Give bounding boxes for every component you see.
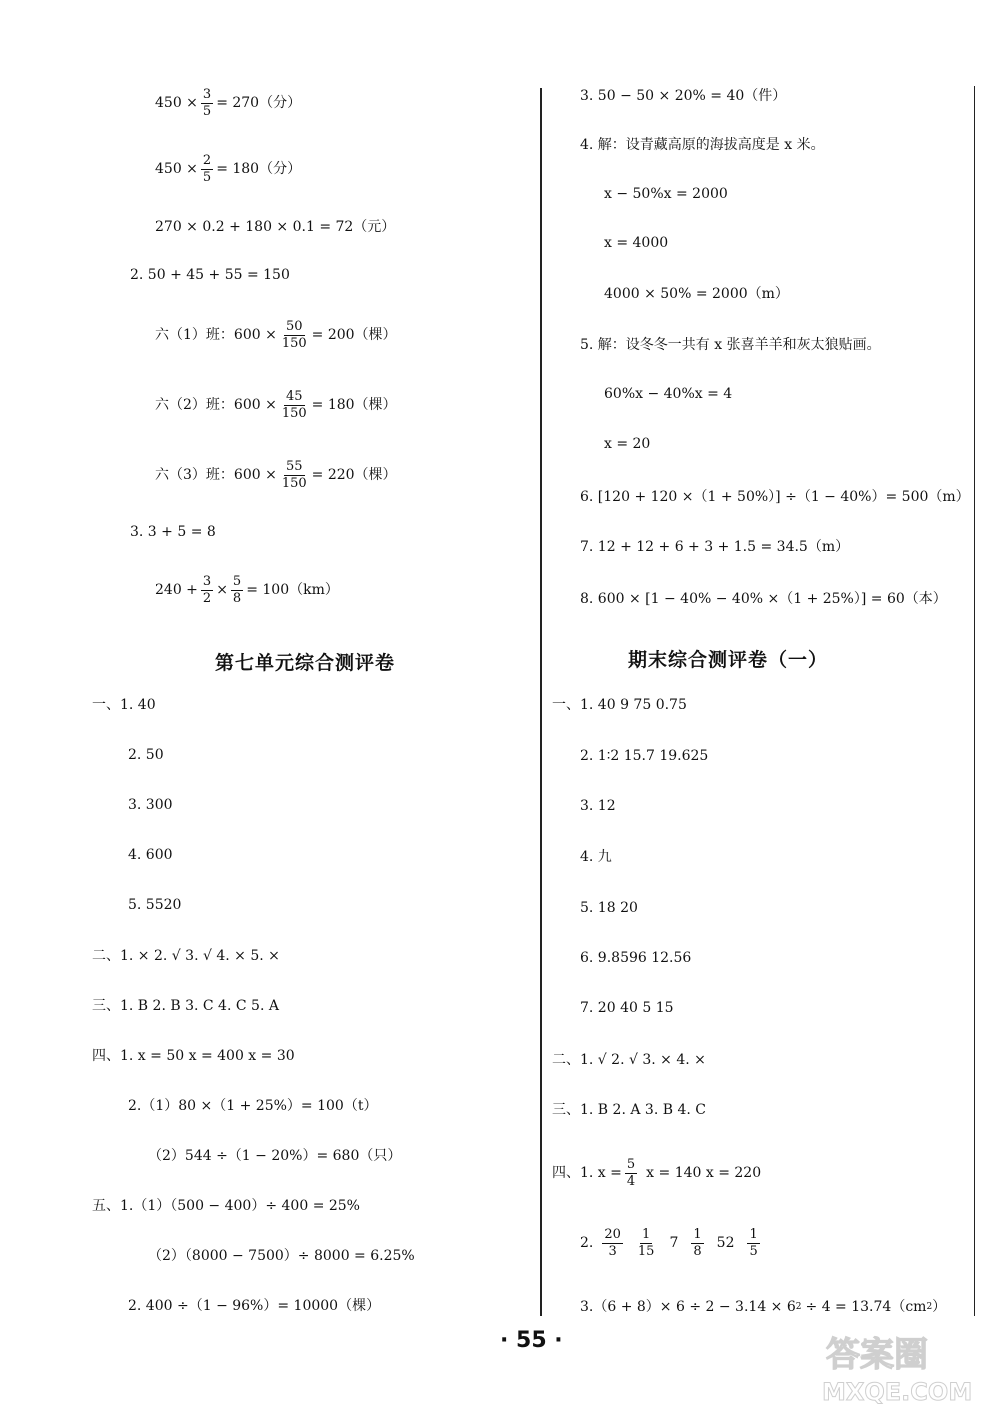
answer-line: 3. 3 + 5 = 8 bbox=[130, 524, 216, 540]
answer-line: 2. 50 bbox=[128, 747, 164, 763]
watermark-text-bottom: MXQE.COM bbox=[822, 1378, 973, 1406]
answer-line: 六（1）班：600 × $\frac{50}{150}$ = 200（棵） bbox=[155, 319, 397, 351]
fraction: $\frac{3}{2}$ bbox=[202, 574, 212, 606]
answer-line: 6. 9.8596 12.56 bbox=[580, 950, 692, 966]
section-title: 期末综合测评卷（一） bbox=[628, 649, 829, 671]
answer-line: 7. 12 + 12 + 6 + 3 + 1.5 = 34.5（m） bbox=[580, 539, 850, 555]
column-divider-right bbox=[974, 86, 975, 1316]
answer-line: 六（2）班：600 × $\frac{45}{150}$ = 180（棵） bbox=[155, 389, 397, 421]
answer-line: 4. 600 bbox=[128, 847, 173, 863]
answer-line: 一、1. 40 9 75 0.75 bbox=[552, 697, 687, 713]
fraction: $\frac{20}{3}$ bbox=[604, 1227, 621, 1259]
answer-line: 3. 50 − 50 × 20% = 40（件） bbox=[580, 88, 787, 104]
answer-line: 450 × $\frac{2}{5}$ = 180（分） bbox=[155, 153, 302, 185]
answer-line: （2）544 ÷（1 − 20%）= 680（只） bbox=[148, 1148, 402, 1164]
fraction: $\frac{5}{8}$ bbox=[232, 574, 242, 606]
answer-line: 三、1. B 2. A 3. B 4. C bbox=[552, 1102, 706, 1118]
answer-line: 270 × 0.2 + 180 × 0.1 = 72（元） bbox=[155, 219, 396, 235]
answer-line: 2. 50 + 45 + 55 = 150 bbox=[130, 267, 290, 283]
answer-line: 7. 20 40 5 15 bbox=[580, 1000, 674, 1016]
fraction: $\frac{3}{5}$ bbox=[202, 87, 212, 119]
column-divider-left bbox=[540, 88, 542, 1316]
answer-line: x = 20 bbox=[604, 436, 651, 452]
fraction: $\frac{50}{150}$ bbox=[281, 319, 307, 351]
answer-line: （2）（8000 − 7500）÷ 8000 = 6.25% bbox=[148, 1248, 415, 1264]
answer-line: 8. 600 × [1 − 40% − 40% ×（1 + 25%）] = 60（本） bbox=[580, 591, 947, 607]
answer-line: 60%x − 40%x = 4 bbox=[604, 386, 733, 402]
answer-line: 5. 解：设冬冬一共有 x 张喜羊羊和灰太狼贴画。 bbox=[580, 337, 881, 353]
answer-line: 2. 1∶2 15.7 19.625 bbox=[580, 748, 709, 764]
answer-line: 四、1. x = 50 x = 400 x = 30 bbox=[92, 1048, 295, 1064]
answer-line: x − 50%x = 2000 bbox=[604, 186, 728, 202]
fraction: $\frac{1}{5}$ bbox=[749, 1227, 758, 1259]
fraction: $\frac{2}{5}$ bbox=[202, 153, 212, 185]
answer-line: 450 × $\frac{3}{5}$ = 270（分） bbox=[155, 87, 302, 119]
answer-line: 四、1. x = $\frac{5}{4}$ x = 140 x = 220 bbox=[552, 1157, 762, 1189]
answer-line: 2. 400 ÷（1 − 96%）= 10000（棵） bbox=[128, 1298, 381, 1314]
answer-line: 6. [120 + 120 ×（1 + 50%）] ÷（1 − 40%）= 500（m） bbox=[580, 489, 970, 505]
answer-line: 5. 5520 bbox=[128, 897, 182, 913]
answer-line: 3. 300 bbox=[128, 797, 173, 813]
answer-line: 3. 12 bbox=[580, 798, 616, 814]
answer-line: 240 + $\frac{3}{2}$ × $\frac{5}{8}$ = 100（km） bbox=[155, 574, 339, 606]
answer-line: 5. 18 20 bbox=[580, 900, 638, 916]
fraction: $\frac{55}{150}$ bbox=[281, 459, 307, 491]
answer-line: 三、1. B 2. B 3. C 4. C 5. A bbox=[92, 998, 279, 1014]
fraction: $\frac{1}{8}$ bbox=[693, 1227, 702, 1259]
answer-line: 二、1. √ 2. √ 3. × 4. × bbox=[552, 1052, 706, 1068]
answer-line: 2. $\frac{20}{3}$ $\frac{1}{15}$ 7 $\frac{1}{8}$ 52 $\frac{1}{5}$ bbox=[580, 1227, 758, 1259]
answer-line: 2.（1）80 ×（1 + 25%）= 100（t） bbox=[128, 1098, 378, 1114]
fraction: $\frac{45}{150}$ bbox=[281, 389, 307, 421]
answer-line: 一、1. 40 bbox=[92, 697, 156, 713]
watermark-text-top: 答案圈 bbox=[826, 1335, 928, 1375]
section-title: 第七单元综合测评卷 bbox=[215, 652, 396, 674]
answer-line: 二、1. × 2. √ 3. √ 4. × 5. × bbox=[92, 948, 280, 964]
answer-line: 六（3）班：600 × $\frac{55}{150}$ = 220（棵） bbox=[155, 459, 397, 491]
page-number: · 55 · bbox=[500, 1328, 563, 1353]
watermark-logo bbox=[818, 1326, 988, 1406]
answer-line: 4. 九 bbox=[580, 849, 612, 865]
fraction: $\frac{5}{4}$ bbox=[626, 1157, 636, 1189]
answer-line: 五、1.（1）（500 − 400）÷ 400 = 25% bbox=[92, 1198, 360, 1214]
answer-line: 3.（6 + 8）× 6 ÷ 2 − 3.14 × 6 2 ÷ 4 = 13.74（cm 2 ） bbox=[580, 1299, 947, 1315]
answer-line: 4. 解：设青藏高原的海拔高度是 x 米。 bbox=[580, 137, 825, 153]
answer-line: 4000 × 50% = 2000（m） bbox=[604, 286, 789, 302]
fraction: $\frac{1}{15}$ bbox=[637, 1227, 655, 1259]
answer-line: x = 4000 bbox=[604, 235, 669, 251]
